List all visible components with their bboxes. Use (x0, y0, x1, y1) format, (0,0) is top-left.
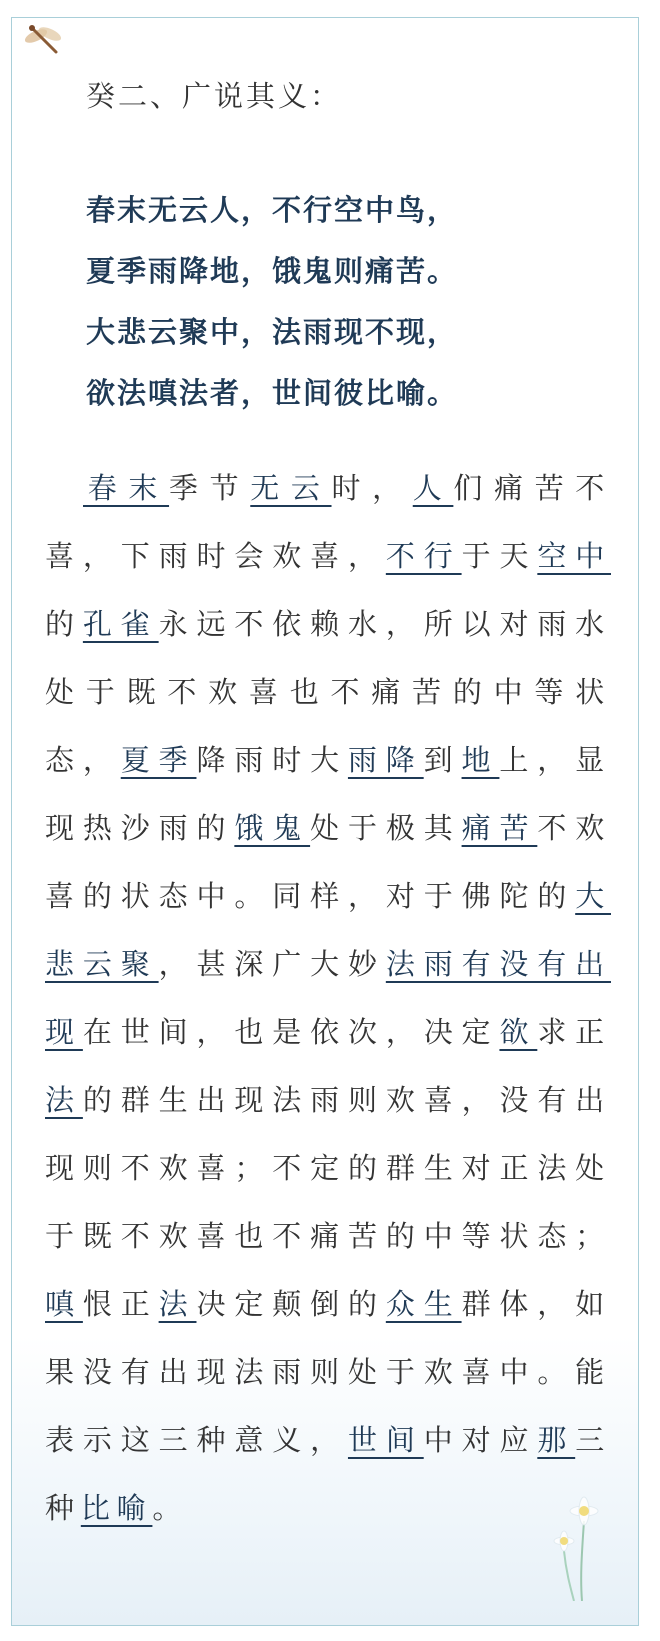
underlined-term: 地 (461, 743, 500, 777)
paragraph-text: 恨正 (82, 1287, 159, 1321)
verse-line: 夏季雨降地，饿鬼则痛苦。 (86, 254, 459, 288)
paragraph-text: 永远不依赖水，所以对雨水处于既不欢喜也不痛苦的中等状态， (45, 607, 611, 777)
underlined-term: 不行 (385, 539, 462, 573)
underlined-term: 饿鬼 (234, 811, 311, 845)
underlined-term: 人 (412, 471, 454, 505)
paragraph-text: 群体，如果没有出现法雨则处于欢喜中。能表示这三种意义， (45, 1287, 611, 1457)
section-heading: 癸二、广说其义： (86, 79, 343, 113)
underlined-term: 大悲云聚 (45, 879, 611, 981)
paragraph-text: 三种 (45, 1423, 611, 1525)
paragraph-text: 处于极其 (310, 811, 462, 845)
paragraph-text: 在世间，也是依次，决定 (82, 1015, 500, 1049)
underlined-term: 法雨有没有出现 (45, 947, 611, 1049)
page-frame (11, 17, 639, 1626)
underlined-term: 夏季 (120, 743, 197, 777)
underlined-term: 众生 (385, 1287, 462, 1321)
underlined-term: 空中 (537, 539, 611, 573)
paragraph-text: 不欢喜的状态中。同样，对于佛陀的 (45, 811, 611, 913)
paragraph-text: 求正 (537, 1015, 611, 1049)
paragraph-text: 降雨时大 (196, 743, 348, 777)
underlined-term: 那 (537, 1423, 576, 1457)
underlined-term: 欲 (499, 1015, 538, 1049)
paragraph-text: 的群生出现法雨则欢喜，没有出现则不欢喜；不定的群生对正法处于既不欢喜也不痛苦的中等状态； (45, 1083, 611, 1253)
underlined-term: 痛苦 (461, 811, 538, 845)
paragraph-text: 决定颠倒的 (196, 1287, 386, 1321)
underlined-term: 雨降 (347, 743, 424, 777)
verse-block (86, 180, 606, 424)
underlined-term: 春末 (83, 471, 170, 505)
paragraph-text: 中对应 (423, 1423, 538, 1457)
underlined-term: 嗔 (45, 1287, 83, 1321)
paragraph-text: 们痛苦不喜，下雨时会欢喜， (45, 471, 612, 573)
verse-line: 大悲云聚中，法雨现不现， (86, 315, 459, 349)
paragraph-text: 时， (331, 471, 413, 505)
paragraph-text: 于天 (461, 539, 538, 573)
underlined-term: 法 (158, 1287, 197, 1321)
commentary-paragraph (45, 454, 611, 1542)
paragraph-text: 。 (152, 1491, 189, 1525)
verse-line: 春末无云人，不行空中鸟， (86, 193, 459, 227)
paragraph-text: ，甚深广大妙 (158, 947, 386, 981)
underlined-term: 比喻 (80, 1491, 153, 1525)
underlined-term: 孔雀 (82, 607, 159, 641)
paragraph-text: 季节 (169, 471, 251, 505)
verse-line: 欲法嗔法者，世间彼比喻。 (86, 376, 459, 410)
underlined-term: 世间 (347, 1423, 424, 1457)
paragraph-text: 到 (423, 743, 462, 777)
underlined-term: 法 (45, 1083, 83, 1117)
dragonfly-icon (22, 24, 64, 58)
paragraph-text: 上，显现热沙雨的 (45, 743, 611, 845)
underlined-term: 无云 (250, 471, 332, 505)
paragraph-text: 的 (45, 607, 83, 641)
